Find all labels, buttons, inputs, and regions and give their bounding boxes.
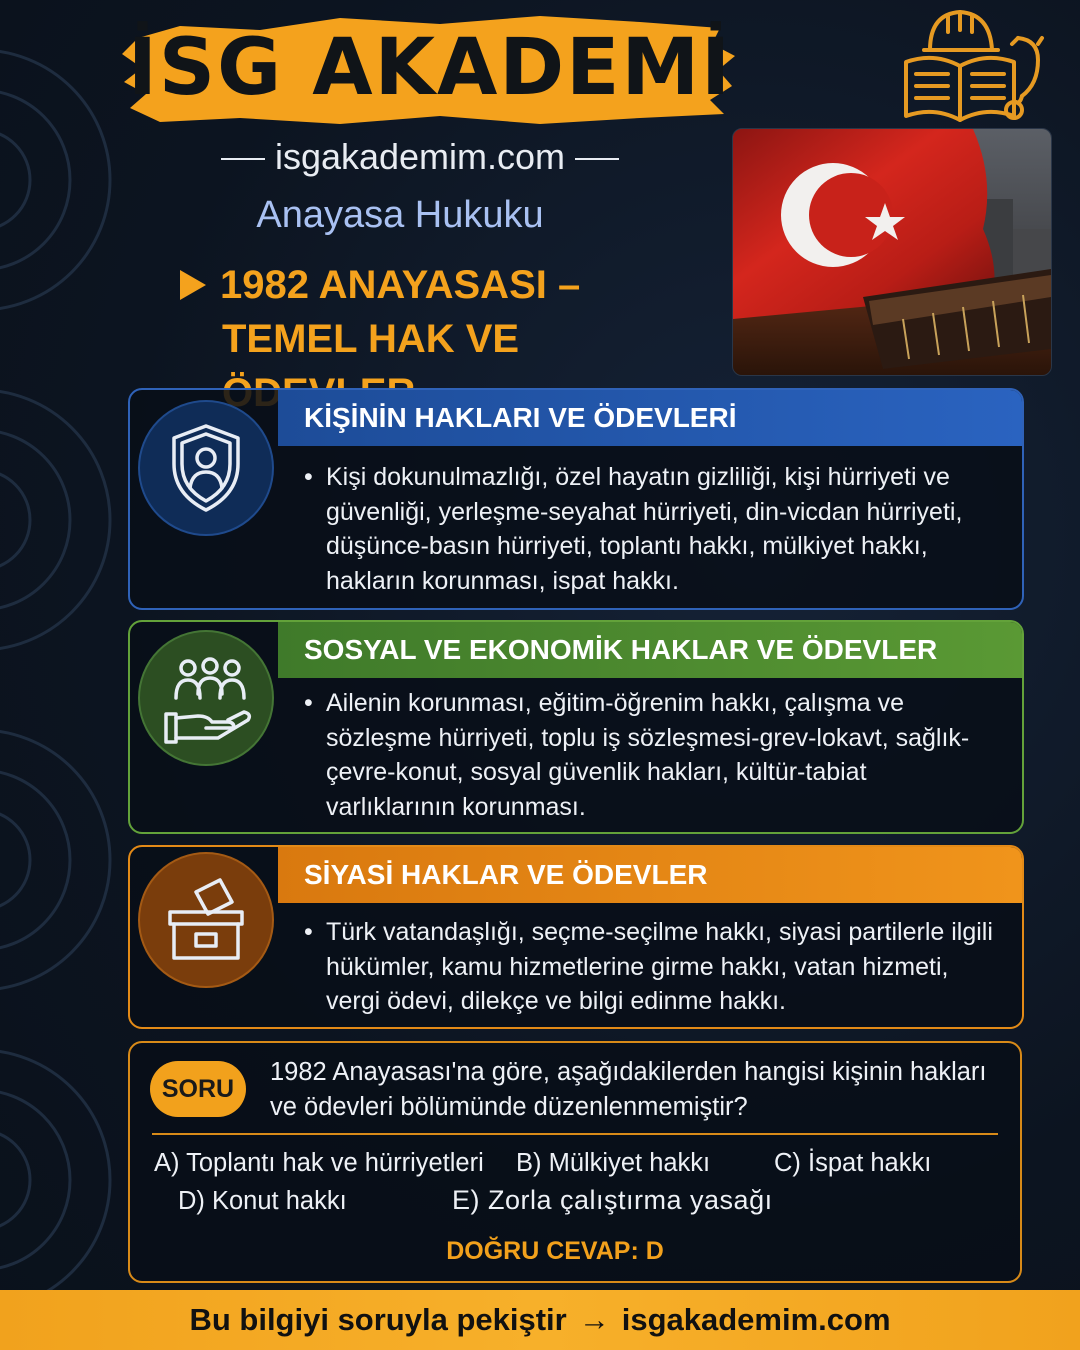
section-body xyxy=(306,686,1002,824)
shield-person-icon xyxy=(138,400,274,536)
flag-book-photo xyxy=(732,128,1052,376)
footer-text: Bu bilgiyi soruyla pekiştir xyxy=(189,1302,567,1337)
section-body xyxy=(306,460,1002,598)
footer-bar xyxy=(0,1290,1080,1350)
website-line xyxy=(210,136,630,178)
question-text: 1982 Anayasası'na göre, aşağıdakilerden hangisi kişinin hakları ve ödevleri bölümünde düzenlenmemiştir? xyxy=(270,1058,987,1121)
bullet-icon: • xyxy=(304,918,313,946)
section-title: KİŞİNİN HAKLARI VE ÖDEVLERİ xyxy=(278,390,1022,446)
play-arrow-icon xyxy=(180,270,206,300)
correct-answer: DOĞRU CEVAP: D xyxy=(446,1237,664,1265)
option-b[interactable]: B) Mülkiyet hakkı xyxy=(516,1149,711,1177)
section-title: SİYASİ HAKLAR VE ÖDEVLER xyxy=(278,847,1022,903)
option-a[interactable]: A) Toplantı hak ve hürriyetleri xyxy=(154,1149,484,1177)
option-c[interactable]: C) İspat hakkı xyxy=(774,1149,932,1177)
divider xyxy=(152,1133,998,1135)
section-title: SOSYAL VE EKONOMİK HAKLAR VE ÖDEVLER xyxy=(278,622,1022,678)
footer-link[interactable]: isgakademim.com xyxy=(621,1302,891,1337)
quiz-card xyxy=(128,1041,1022,1283)
section-text: Kişi dokunulmazlığı, özel hayatın gizliliği, kişi hürriyeti ve güvenliği, yerleşme-seyahat hürriyeti, din-vicdan hürriyeti, düşünce-basın hürriyeti, toplantı hakkı, mülkiyet hakkı, hakların korunması, ispat hakkı. xyxy=(326,463,963,595)
section-text: Türk vatandaşlığı, seçme-seçilme hakkı, siyasi partilerle ilgili hükümler, kamu hizmetlerine girme hakkı, vatan hizmeti, vergi ödevi, dilekçe ve bilgi edinme hakkı. xyxy=(326,918,993,1015)
people-hand-icon xyxy=(138,630,274,766)
dash-left xyxy=(221,158,265,160)
topic-line1: 1982 ANAYASASI – xyxy=(220,263,581,307)
question-badge: SORU xyxy=(150,1061,246,1117)
brand-banner xyxy=(120,8,740,128)
section-text: Ailenin korunması, eğitim-öğrenim hakkı, çalışma ve sözleşme hürriyeti, toplu iş sözleşmesi-grev-lokavt, sağlık-çevre-konut, sosyal güvenlik hakları, kültür-tabiat varlıklarının korunması. xyxy=(326,689,970,821)
topic-line2: TEMEL HAK VE xyxy=(222,317,520,361)
website-text: isgakademim.com xyxy=(274,136,566,177)
option-d[interactable]: D) Konut hakkı xyxy=(178,1187,347,1215)
brand-title: İSG AKADEMİ xyxy=(127,23,733,113)
option-e[interactable]: E) Zorla çalıştırma yasağı xyxy=(452,1185,773,1215)
subject-title: Anayasa Hukuku xyxy=(256,194,544,236)
helmet-book-stethoscope-icon xyxy=(898,4,1048,128)
turkish-flag-image xyxy=(733,129,1051,375)
right-arrow-icon: → xyxy=(578,1302,610,1337)
bullet-icon: • xyxy=(304,463,313,491)
ballot-box-icon xyxy=(138,852,274,988)
bullet-icon: • xyxy=(304,689,313,717)
section-body xyxy=(306,915,1002,1019)
dash-right xyxy=(575,158,619,160)
